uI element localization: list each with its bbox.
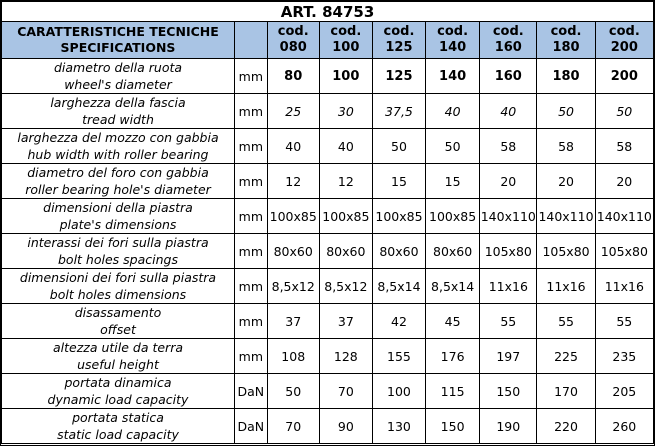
code-prefix: cod.: [383, 24, 415, 39]
spec-value-cell: 80x60: [426, 234, 480, 269]
spec-value-cell: 190: [480, 409, 537, 444]
spec-value-cell: 40: [267, 129, 319, 164]
spec-value-cell: 15: [426, 164, 480, 199]
spec-value-cell: 8,5x12: [267, 269, 319, 304]
spec-unit-cell: mm: [234, 94, 267, 129]
table-row: [2, 409, 654, 444]
table-row: [2, 164, 654, 199]
spec-value-cell: 45: [426, 304, 480, 339]
spec-label-english: bolt holes spacings: [58, 252, 178, 267]
code-prefix: cod.: [437, 24, 469, 39]
spec-label-italian: interassi dei fori sulla piastra: [27, 235, 209, 250]
spec-label-italian: larghezza della fascia: [50, 95, 186, 110]
code-number: 080: [279, 40, 307, 55]
spec-label-italian: dimensioni della piastra: [43, 200, 193, 215]
header-label-english: SPECIFICATIONS: [60, 40, 176, 55]
spec-value-cell: 80x60: [372, 234, 425, 269]
code-prefix: cod.: [608, 24, 640, 39]
spec-unit-cell: mm: [234, 269, 267, 304]
spec-label-english: bolt holes dimensions: [49, 287, 187, 302]
header-unit-cell: [234, 22, 267, 59]
table-row: [2, 304, 654, 339]
code-number: 180: [552, 40, 580, 55]
spec-value-cell: 115: [426, 374, 480, 409]
spec-label-english: tread width: [82, 112, 154, 127]
spec-value-cell: 155: [372, 339, 425, 374]
code-number: 160: [494, 40, 522, 55]
spec-value-cell: 197: [480, 339, 537, 374]
spec-value-cell: 150: [426, 409, 480, 444]
spec-value-cell: 58: [537, 129, 595, 164]
spec-unit-cell: mm: [234, 59, 267, 94]
spec-value-cell: 130: [372, 409, 425, 444]
spec-value-cell: 140x110: [480, 199, 537, 234]
spec-label-english: dynamic load capacity: [47, 392, 189, 407]
spec-value-cell: 180: [537, 59, 595, 94]
spec-value-cell: 220: [537, 409, 595, 444]
spec-unit-cell: mm: [234, 234, 267, 269]
spec-value-cell: 12: [319, 164, 372, 199]
specifications-table: [1, 1, 654, 444]
spec-unit-cell: mm: [234, 164, 267, 199]
spec-value-cell: 55: [537, 304, 595, 339]
header-code-cell: [595, 22, 653, 59]
table-row: [2, 199, 654, 234]
spec-label-italian: larghezza del mozzo con gabbia: [17, 130, 219, 145]
spec-unit-cell: mm: [234, 304, 267, 339]
spec-label-cell: [2, 164, 235, 199]
code-number: 125: [385, 40, 413, 55]
spec-value-cell: 100x85: [319, 199, 372, 234]
spec-value-cell: 80: [267, 59, 319, 94]
spec-label-cell: [2, 129, 235, 164]
spec-value-cell: 225: [537, 339, 595, 374]
spec-value-cell: 37: [267, 304, 319, 339]
spec-value-cell: 20: [595, 164, 653, 199]
spec-value-cell: 100x85: [426, 199, 480, 234]
spec-label-english: wheel's diameter: [64, 77, 172, 92]
spec-label-cell: [2, 269, 235, 304]
code-prefix: cod.: [277, 24, 309, 39]
spec-value-cell: 12: [267, 164, 319, 199]
spec-value-cell: 11x16: [595, 269, 653, 304]
spec-label-cell: [2, 339, 235, 374]
spec-value-cell: 50: [267, 374, 319, 409]
spec-value-cell: 176: [426, 339, 480, 374]
article-title-row: [2, 2, 654, 22]
header-code-cell: [319, 22, 372, 59]
header-code-cell: [267, 22, 319, 59]
table-row: [2, 374, 654, 409]
spec-value-cell: 140x110: [595, 199, 653, 234]
spec-label-cell: [2, 234, 235, 269]
header-code-cell: [426, 22, 480, 59]
spec-value-cell: 40: [319, 129, 372, 164]
spec-label-italian: altezza utile da terra: [52, 340, 183, 355]
spec-label-italian: portata statica: [72, 410, 164, 425]
spec-value-cell: 20: [480, 164, 537, 199]
spec-value-cell: 37: [319, 304, 372, 339]
spec-value-cell: 8,5x14: [372, 269, 425, 304]
spec-unit-cell: DaN: [234, 374, 267, 409]
spec-label-cell: [2, 59, 235, 94]
spec-value-cell: 105x80: [480, 234, 537, 269]
spec-value-cell: 40: [480, 94, 537, 129]
spec-value-cell: 40: [426, 94, 480, 129]
table-row: [2, 269, 654, 304]
spec-label-italian: dimensioni dei fori sulla piastra: [19, 270, 217, 285]
spec-value-cell: 25: [267, 94, 319, 129]
spec-label-cell: [2, 374, 235, 409]
header-code-cell: [537, 22, 595, 59]
spec-label-cell: [2, 304, 235, 339]
spec-value-cell: 140x110: [537, 199, 595, 234]
spec-value-cell: 160: [480, 59, 537, 94]
spec-label-english: plate's dimensions: [59, 217, 177, 232]
spec-label-english: static load capacity: [57, 427, 179, 442]
spec-value-cell: 20: [537, 164, 595, 199]
spec-value-cell: 50: [595, 94, 653, 129]
code-prefix: cod.: [330, 24, 362, 39]
spec-value-cell: 105x80: [595, 234, 653, 269]
spec-value-cell: 58: [595, 129, 653, 164]
spec-value-cell: 55: [595, 304, 653, 339]
spec-value-cell: 235: [595, 339, 653, 374]
header-code-cell: [372, 22, 425, 59]
spec-value-cell: 37,5: [372, 94, 425, 129]
table-row: [2, 59, 654, 94]
spec-value-cell: 128: [319, 339, 372, 374]
spec-value-cell: 50: [372, 129, 425, 164]
spec-label-english: roller bearing hole's diameter: [25, 182, 211, 197]
spec-unit-cell: DaN: [234, 409, 267, 444]
spec-label-cell: [2, 94, 235, 129]
spec-value-cell: 58: [480, 129, 537, 164]
spec-value-cell: 80x60: [267, 234, 319, 269]
table-row: [2, 339, 654, 374]
spec-value-cell: 100: [372, 374, 425, 409]
spec-label-english: useful height: [77, 357, 159, 372]
article-title: ART. 84753: [2, 2, 654, 22]
spec-unit-cell: mm: [234, 129, 267, 164]
spec-value-cell: 200: [595, 59, 653, 94]
spec-value-cell: 105x80: [537, 234, 595, 269]
spec-value-cell: 100x85: [267, 199, 319, 234]
spec-value-cell: 42: [372, 304, 425, 339]
spec-label-english: offset: [100, 322, 136, 337]
header-label-cell: [2, 22, 235, 59]
spec-value-cell: 140: [426, 59, 480, 94]
spec-value-cell: 100: [319, 59, 372, 94]
spec-unit-cell: mm: [234, 339, 267, 374]
spec-value-cell: 8,5x14: [426, 269, 480, 304]
spec-value-cell: 11x16: [480, 269, 537, 304]
header-code-cell: [480, 22, 537, 59]
spec-value-cell: 80x60: [319, 234, 372, 269]
spec-value-cell: 90: [319, 409, 372, 444]
spec-value-cell: 205: [595, 374, 653, 409]
spec-label-cell: [2, 409, 235, 444]
table-row: [2, 94, 654, 129]
spec-value-cell: 55: [480, 304, 537, 339]
spec-value-cell: 15: [372, 164, 425, 199]
spec-value-cell: 50: [537, 94, 595, 129]
spec-value-cell: 108: [267, 339, 319, 374]
code-number: 140: [439, 40, 467, 55]
spec-label-italian: disassamento: [74, 305, 162, 320]
spec-value-cell: 70: [319, 374, 372, 409]
spec-value-cell: 70: [267, 409, 319, 444]
spec-label-italian: portata dinamica: [64, 375, 172, 390]
spec-label-italian: diametro del foro con gabbia: [27, 165, 209, 180]
spec-value-cell: 11x16: [537, 269, 595, 304]
code-number: 100: [332, 40, 360, 55]
spec-value-cell: 8,5x12: [319, 269, 372, 304]
spec-value-cell: 50: [426, 129, 480, 164]
spec-value-cell: 30: [319, 94, 372, 129]
header-label-italian: CARATTERISTICHE TECNICHE: [17, 24, 219, 39]
table-row: [2, 234, 654, 269]
spec-value-cell: 100x85: [372, 199, 425, 234]
code-prefix: cod.: [550, 24, 582, 39]
code-number: 200: [610, 40, 638, 55]
table-row: [2, 129, 654, 164]
spec-label-cell: [2, 199, 235, 234]
table-header-row: [2, 22, 654, 59]
code-prefix: cod.: [492, 24, 524, 39]
spec-label-italian: diametro della ruota: [53, 60, 183, 75]
spec-value-cell: 260: [595, 409, 653, 444]
spec-value-cell: 125: [372, 59, 425, 94]
spec-unit-cell: mm: [234, 199, 267, 234]
spec-value-cell: 150: [480, 374, 537, 409]
spec-value-cell: 170: [537, 374, 595, 409]
spec-label-english: hub width with roller bearing: [27, 147, 209, 162]
